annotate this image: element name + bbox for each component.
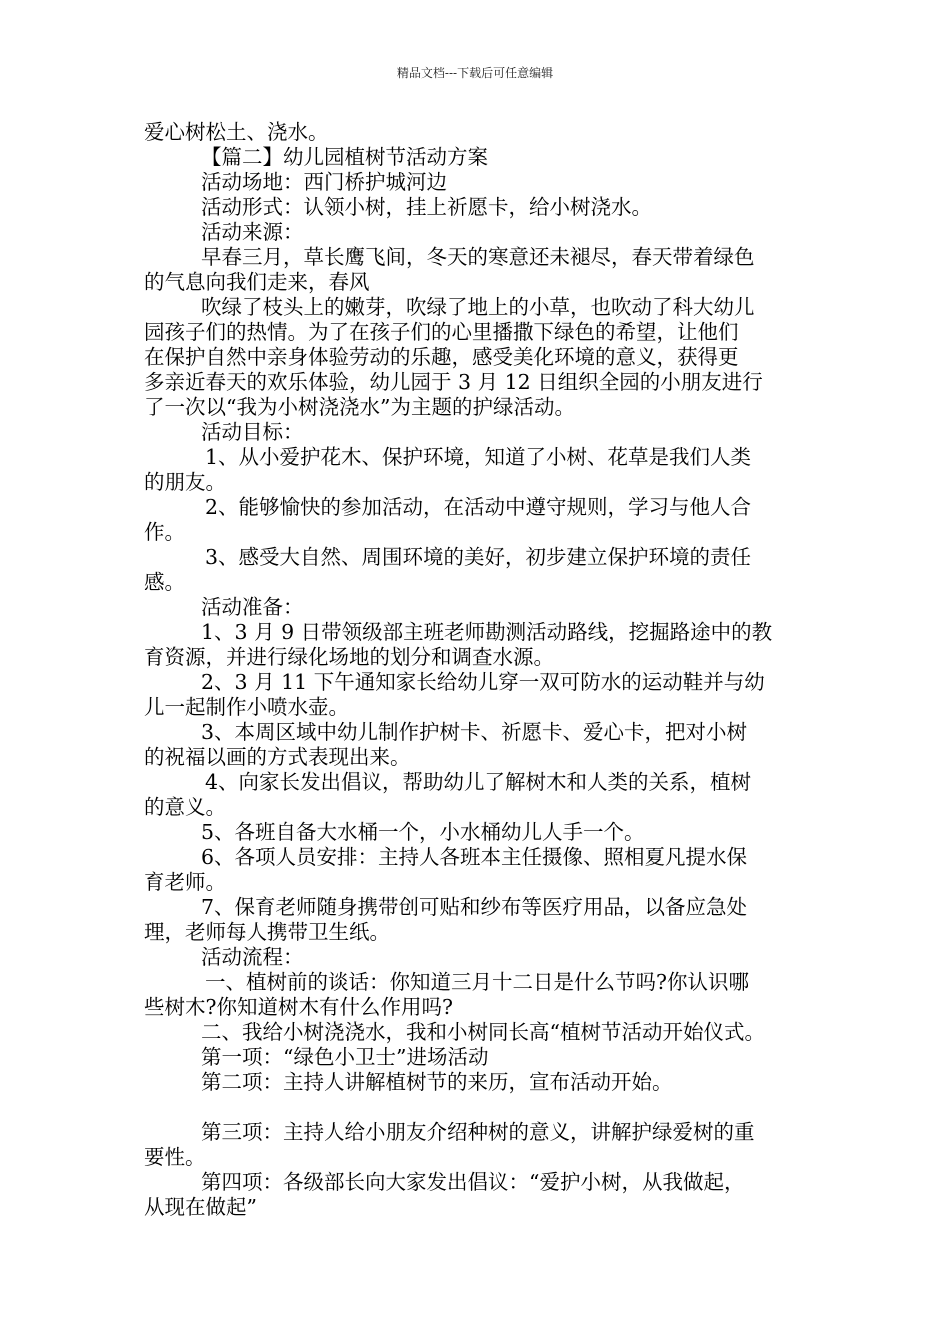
paragraph-line: 的朋友。 [144, 470, 226, 494]
blank-line [144, 1095, 814, 1120]
page-header: 精品文档---下载后可任意编辑 [396, 66, 554, 80]
paragraph-line: 活动准备： [201, 595, 304, 619]
paragraph-line: 2、3 月 11 下午通知家长给幼儿穿一双可防水的运动鞋并与幼 [201, 670, 765, 694]
paragraph-line: 活动形式：认领小树，挂上祈愿卡，给小树浇水。 [201, 195, 652, 219]
paragraph-line: 第三项：主持人给小朋友介绍种树的意义，讲解护绿爱树的重 [201, 1120, 755, 1144]
paragraph-line: 了一次以“我为小树浇浇水”为主题的护绿活动。 [144, 395, 575, 419]
paragraph-line: 一、植树前的谈话：你知道三月十二日是什么节吗?你认识哪 [205, 970, 749, 994]
paragraph-line: 儿一起制作小喷水壶。 [144, 695, 349, 719]
paragraph-line: 第四项：各级部长向大家发出倡议：“爱护小树，从我做起， [201, 1170, 745, 1194]
paragraph-line: 7、保育老师随身携带创可贴和纱布等医疗用品，以备应急处 [201, 895, 748, 919]
paragraph-line: 些树木?你知道树木有什么作用吗? [144, 995, 453, 1019]
paragraph-line: 3、感受大自然、周围环境的美好，初步建立保护环境的责任 [205, 545, 752, 569]
paragraph-line: 在保护自然中亲身体验劳动的乐趣，感受美化环境的意义，获得更 [144, 345, 739, 369]
paragraph-line: 活动场地：西门桥护城河边 [201, 170, 447, 194]
paragraph-line: 的气息向我们走来，春风 [144, 270, 370, 294]
paragraph-line: 4、向家长发出倡议，帮助幼儿了解树木和人类的关系，植树 [205, 770, 752, 794]
paragraph-line: 早春三月，草长鹰飞间，冬天的寒意还未褪尽，春天带着绿色 [201, 245, 755, 269]
paragraph-line: 5、各班自备大水桶一个，小水桶幼儿人手一个。 [201, 820, 645, 844]
paragraph-line: 感。 [144, 570, 185, 594]
paragraph-line: 活动来源： [201, 220, 304, 244]
paragraph-line: 活动流程： [201, 945, 304, 969]
paragraph-line: 要性。 [144, 1145, 206, 1169]
paragraph-line: 育资源，并进行绿化场地的划分和调查水源。 [144, 645, 554, 669]
paragraph-line: 作。 [144, 520, 185, 544]
paragraph-line: 园孩子们的热情。为了在孩子们的心里播撒下绿色的希望，让他们 [144, 320, 739, 344]
paragraph-line: 吹绿了枝头上的嫩芽，吹绿了地上的小草，也吹动了科大幼儿 [201, 295, 755, 319]
paragraph-line: 的意义。 [144, 795, 226, 819]
paragraph-line: 二、我给小树浇浇水，我和小树同长高“植树节活动开始仪式。 [201, 1020, 765, 1044]
paragraph-line: 的祝福以画的方式表现出来。 [144, 745, 411, 769]
paragraph-line: 2、能够愉快的参加活动，在活动中遵守规则，学习与他人合 [205, 495, 752, 519]
paragraph-line: 从现在做起” [144, 1195, 257, 1219]
paragraph-line: 1、3 月 9 日带领级部主班老师勘测活动路线，挖掘路途中的教 [201, 620, 773, 644]
document-body [144, 120, 814, 1220]
paragraph-line: 6、各项人员安排：主持人各班本主任摄像、照相夏凡提水保 [201, 845, 748, 869]
paragraph-line: 1、从小爱护花木、保护环境，知道了小树、花草是我们人类 [205, 445, 752, 469]
paragraph-line: 多亲近春天的欢乐体验，幼儿园于 3 月 12 日组织全园的小朋友进行 [144, 370, 763, 394]
paragraph-line: 理，老师每人携带卫生纸。 [144, 920, 390, 944]
paragraph-line: 活动目标： [201, 420, 304, 444]
paragraph-line: 爱心树松土、浇水。 [144, 120, 329, 144]
paragraph-line: 第二项：主持人讲解植树节的来历，宣布活动开始。 [201, 1070, 673, 1094]
section-heading: 【篇二】幼儿园植树节活动方案 [201, 145, 488, 169]
paragraph-line: 第一项：“绿色小卫士”进场活动 [201, 1045, 489, 1069]
paragraph-line: 育老师。 [144, 870, 226, 894]
paragraph-line: 3、本周区域中幼儿制作护树卡、祈愿卡、爱心卡，把对小树 [201, 720, 748, 744]
